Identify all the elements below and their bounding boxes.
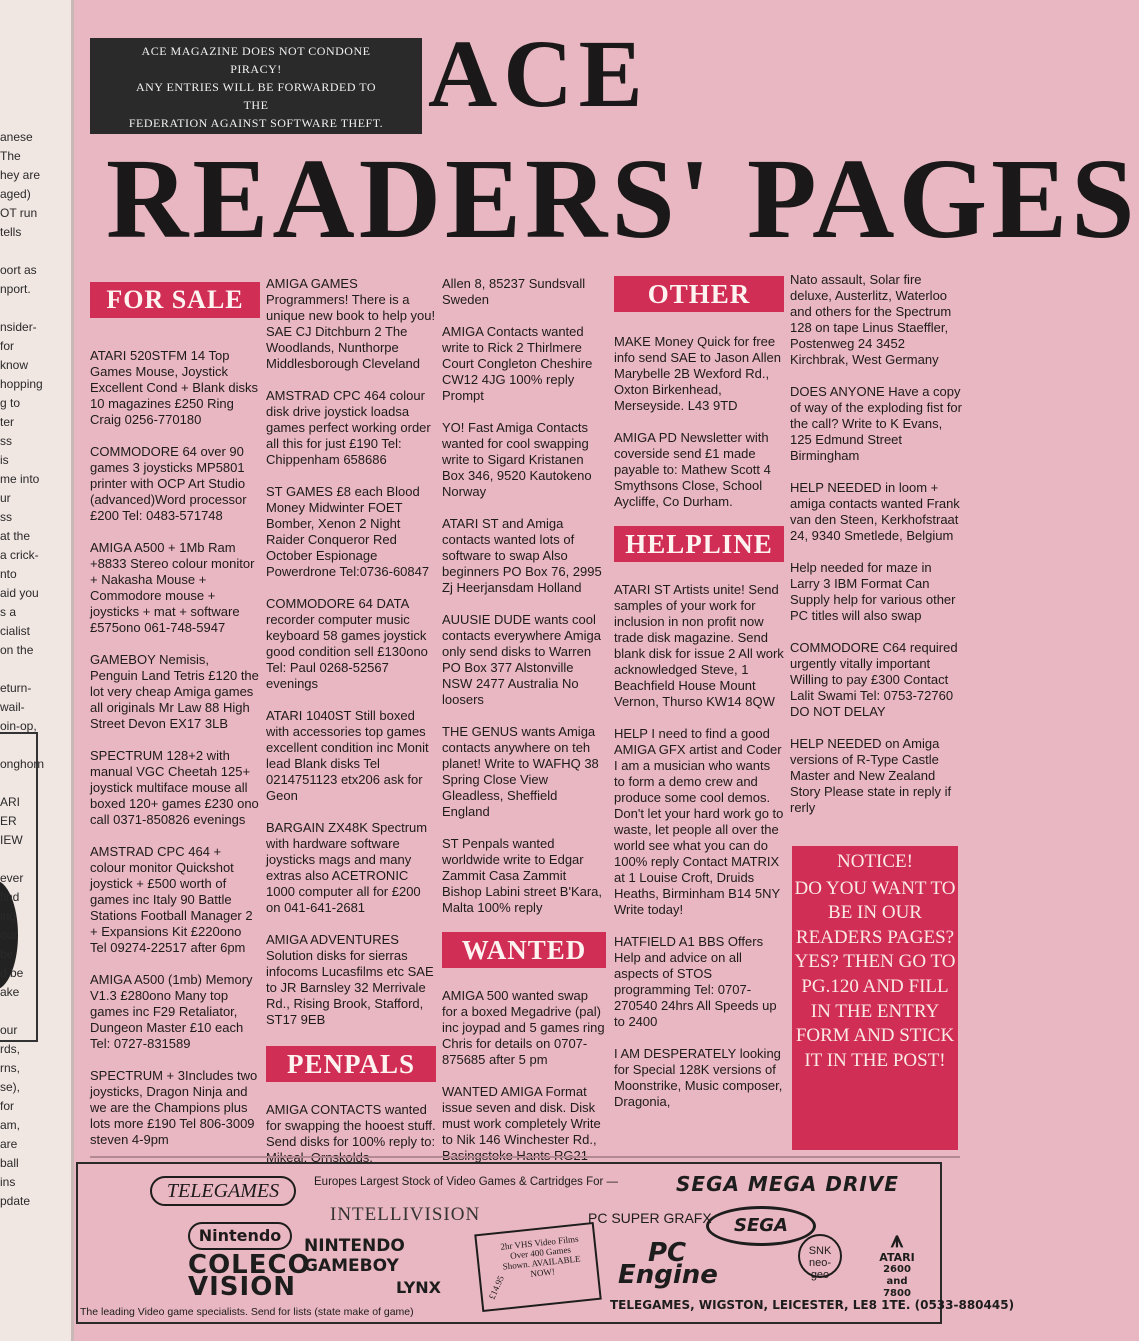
pc-engine-word: Engine [618, 1260, 718, 1290]
pc-engine-logo [618, 1238, 718, 1290]
previous-page-fragment: anese [0, 130, 33, 144]
previous-page-fragment: ball [0, 1156, 19, 1170]
classified-ad: ST GAMES £8 each Blood Money Midwinter FOET Bomber, Xenon 2 Night Raider Conqueror Red October Espionage Powerdrone Tel:0736-60847 [266, 484, 430, 579]
previous-page-fragment: at the [0, 529, 31, 543]
classified-ad: Nato assault, Solar fire deluxe, Austerlitz, Waterloo and others for the Spectrum 128 on tape Linus Staeffler, Postenweg 24 3452 Kirchbrak, West Germany [790, 272, 952, 367]
intellivision-logo: INTELLIVISION [330, 1204, 481, 1225]
classified-ad: ATARI ST Artists unite! Send samples of your work for inclusion in non profit now trade disk magazine. Send blank disk for issue 2 All work acknowledged Steve, 1 Beachfield House Mount Vernon, Thurso KW14 8QW [614, 582, 784, 709]
classified-ad: AUUSIE DUDE wants cool contacts everywhere Amiga only send disks to Warren PO Box 377 Alstonville NSW 2477 Australia No loosers [442, 612, 601, 707]
piracy-notice-line: FEDERATION AGAINST SOFTWARE THEFT. [128, 116, 384, 130]
previous-page-fragment: for [0, 339, 15, 353]
classified-ad: WANTED AMIGA Format issue seven and disk. Disk must work completely Write to Nik 146 Winchester Rd., [442, 1084, 601, 1147]
atari-fuji-icon: ⩚ [890, 1228, 904, 1253]
previous-page-edge [0, 0, 74, 1341]
advert-tagline: Europes Largest Stock of Video Games & Cartridges For — [314, 1176, 619, 1188]
previous-page-fragment: nport. [0, 282, 31, 296]
page-divider [90, 1156, 960, 1158]
nintendo-word: NINTENDO [304, 1236, 405, 1256]
previous-page-fragment: ur [0, 491, 11, 505]
previous-page-fragment: oort as [0, 263, 37, 277]
sega-logo: SEGA [706, 1206, 816, 1246]
previous-page-fragment: our [0, 928, 18, 942]
previous-page-fragment: g to [0, 396, 21, 410]
previous-page-fragment: ever [0, 871, 24, 885]
ace-title: ACE [428, 20, 649, 127]
previous-page-fragment: ARI [0, 795, 21, 809]
pc-super-grafx-label: PC SUPER GRAFX [588, 1210, 712, 1226]
classified-ad: SPECTRUM 128+2 with manual VGC Cheetah 125+ joystick multiface mouse all boxed 120+ games £230 ono call 0371-850826 evenings [90, 748, 259, 827]
previous-page-fragment: IEW [0, 833, 23, 847]
nintendo-logo: Nintendo [188, 1222, 292, 1250]
vhs-offer-text: 2hr VHS Video Films Over 400 Games Shown. AVAILABLE NOW! [499, 1233, 581, 1279]
piracy-notice-line: ACE MAGAZINE DOES NOT CONDONE [141, 44, 371, 58]
readers-pages [76, 0, 1139, 1341]
coleco-word: COLECO [188, 1250, 311, 1280]
classified-ad: AMIGA ADVENTURES Solution disks for sierras infocoms Lucasfilms etc SAE to JR Barnsley 32 Merrivale Rd., Rising Brook, Stafford, ST17 9EB [266, 932, 434, 1027]
classified-ad: ATARI 1040ST Still boxed with accessories top games excellent condition inc Monit lead Blank disks Tel 0214751123 etx206 ask for Geon [266, 708, 429, 803]
previous-page-fragment: The [0, 149, 21, 163]
previous-page-fragment: hey are [0, 168, 41, 182]
classified-ad: HELP NEEDED on Amiga versions of R-Type Castle Master and New Zealand Story Please state in reply if rerly [790, 736, 952, 815]
penpals-heading: PENPALS [266, 1046, 436, 1082]
lynx-label: LYNX [396, 1278, 442, 1297]
previous-page-fragment: OT run [0, 206, 38, 220]
classified-ad: HELP I need to find a good AMIGA GFX artist and Coder I am a musician who wants to form a demo crew and produce some cool demos. Don't let your hard work go to waste, let people all over the world see what you can do 100% reply Contact MATRIX at 1 Louise Croft, Druids Heaths, Birminham B14 5NY Write today! [614, 726, 784, 917]
piracy-notice-line: ANY ENTRIES WILL BE FORWARDED TO [135, 80, 377, 94]
pc-engine-pc: PC [648, 1238, 687, 1268]
previous-page-fragment: ake [0, 985, 20, 999]
vhs-offer-badge [474, 1222, 601, 1312]
previous-page-fragment: eturn- [0, 681, 32, 695]
advert-footer-left: The leading Video game specialists. Send for lists (state make of game) [80, 1306, 414, 1318]
advert-footer-right: TELEGAMES, WIGSTON, LEICESTER, LE8 1TE. (0533-880445) [610, 1298, 1015, 1312]
classified-ad: AMSTRAD CPC 464 colour disk drive joystick loadsa games perfect working order all this for just £190 Tel: Chippenham 658686 [266, 388, 431, 467]
classified-ad: AMIGA Contacts wanted write to Rick 2 Thirlmere Court Congleton Cheshire CW12 4JG 100% reply Prompt [442, 324, 593, 403]
previous-page-fragment: ER [0, 814, 17, 828]
helpline-heading: HELPLINE [614, 526, 784, 562]
classified-ad: AMIGA GAMES Programmers! There is a unique new book to help you! SAE CJ Ditchburn 2 The Woodlands, Nunthorpe Middlesborough Cleveland [266, 276, 436, 371]
gameboy-word: GAMEBOY [304, 1256, 399, 1276]
telegames-advert [76, 1162, 1015, 1324]
previous-page-fragment: s a [0, 605, 17, 619]
previous-page-fragment: for [0, 1099, 15, 1113]
previous-page-fragment: is [0, 453, 9, 467]
previous-page-fragment: am, [0, 1118, 21, 1132]
previous-page-fragment: pdate [0, 1194, 31, 1208]
vision-word: VISION [188, 1272, 297, 1302]
classified-ad: COMMODORE 64 over 90 games 3 joysticks MP5801 printer with OCP Art Studio (advanced)Word processor £200 Tel: 0483-571748 [90, 444, 247, 523]
snk-neo-geo-logo [798, 1234, 842, 1281]
atari-logo [872, 1228, 922, 1300]
classified-ad: THE GENUS wants Amiga contacts anywhere on teh planet! Write to WAFHQ 38 Spring Close View Gleadless, Sheffield England [442, 724, 599, 819]
previous-page-fragment: rns, [0, 1061, 21, 1075]
classified-ad: AMIGA A500 (1mb) Memory V1.3 £280ono Many top games inc F29 Retaliator, Dungeon Master £10 each Tel: 0727-831589 [90, 972, 253, 1051]
classified-ad: AMSTRAD CPC 464 + colour monitor Quickshot joystick + £500 worth of games inc Italy 90 Battle Stations Football Manager 2 + Expansions Kit £220ono Tel 09274-22517 after 6pm [90, 844, 253, 955]
vhs-price: £14.95 [486, 1274, 506, 1301]
classified-ad: DOES ANYONE Have a copy of way of the exploding fist for the call? Write to K Evans, 125 Edmund Street Birmingham [790, 384, 962, 463]
classified-ad: YO! Fast Amiga Contacts wanted for cool swapping write to Sigard Kristanen Box 346, 9520 Kautokeno Norway [442, 420, 592, 499]
classified-ad: ATARI ST and Amiga contacts wanted lots of software to swap Also beginners PO Box 76, 2995 Zj Heerjansdam Holland [442, 516, 602, 595]
readers-pages-title: READERS' PAGES [106, 135, 1139, 262]
previous-page-fragment: our [0, 1023, 18, 1037]
column-2 [266, 276, 436, 1182]
column-4 [614, 276, 784, 1126]
other-heading: OTHER [614, 276, 784, 312]
column-3 [442, 276, 606, 1196]
previous-page-fragment: se), [0, 1080, 21, 1094]
neo-geo-word: neo-geo [808, 1257, 832, 1281]
atari-models: 2600 and 7800 [883, 1264, 911, 1299]
classified-ad: AMIGA CONTACTS wanted for swapping the hooest stuff. Send disks for 100% reply to: [266, 1102, 436, 1149]
piracy-notice [90, 38, 422, 134]
piracy-notice-line: THE [243, 98, 269, 112]
wanted-heading: WANTED [442, 932, 606, 968]
previous-page-fragment: a crick- [0, 548, 39, 562]
previous-page-fragment: wail- [0, 700, 25, 714]
classified-ad: GAMEBOY Nemisis, Penguin Land Tetris £120 the lot very cheap Amiga games all originals Mr Law 88 High Street Devon EX17 3LB [90, 652, 259, 731]
entry-notice-panel [792, 846, 958, 1150]
previous-page-fragment: d be [0, 966, 24, 980]
for-sale-heading: FOR SALE [90, 282, 260, 318]
column-5 [790, 272, 962, 832]
previous-page-fragment: know [0, 358, 29, 372]
classified-ad: COMMODORE C64 required urgently vitally important Willing to pay £300 Contact Lalit Swami Tel: 0753-72760 DO NOT DELAY [790, 640, 958, 719]
previous-page-fragment: aged) [0, 187, 31, 201]
classified-ad: ATARI 520STFM 14 Top Games Mouse, Joystick Excellent Cond + Blank disks 10 magazines £250 Ring Craig 0256-770180 [90, 348, 259, 427]
previous-page-fragment: aid you [0, 586, 39, 600]
previous-page-fragment: ter [0, 415, 15, 429]
previous-page-fragment: ss [0, 434, 12, 448]
previous-page-fragment: nsider- [0, 320, 37, 334]
previous-page-fragment: be [0, 947, 14, 961]
classified-ad: AMIGA PD Newsletter with coverside send £1 made payable to: Mathew Scott 4 Smythsons Close, School Aycliffe, Co Durham. [614, 430, 771, 509]
classified-ad: SPECTRUM + 3Includes two joysticks, Dragon Ninja and we are the Champions plus lots more £190 Tel 806-3009 steven 4-9pm [90, 1068, 258, 1147]
notice-heading: NOTICE! [837, 851, 913, 872]
classified-ad: ST Penpals wanted worldwide write to Edgar Zammit Casa Zammit Bishop Labini street B'Kara, Malta 100% reply [442, 836, 603, 915]
piracy-notice-line: PIRACY! [230, 62, 282, 76]
previous-page-fragment: nto [0, 567, 17, 581]
column-1 [90, 282, 260, 1164]
notice-body: DO YOU WANT TO BE IN OUR READERS PAGES? YES? THEN GO TO PG.120 AND FILL IN THE ENTRY FORM AND STICK IT IN THE POST! [794, 877, 956, 1071]
atari-word: ATARI [879, 1251, 915, 1264]
previous-page-fragment: ins [0, 1175, 16, 1189]
previous-page-fragment: ing [0, 909, 17, 923]
coleco-logo [188, 1250, 311, 1302]
previous-page-fragment: oin-op, [0, 719, 37, 733]
telegames-logo: TELEGAMES [150, 1176, 296, 1206]
previous-page-fragment: cialist [0, 624, 31, 638]
previous-page-fragment: rds, [0, 1042, 21, 1056]
previous-page-fragment: onghorn [0, 757, 45, 771]
sega-mega-drive-logo: SEGA MEGA DRIVE [676, 1172, 899, 1196]
classified-ad: I AM DESPERATELY looking for Special 128K versions of Moonstrike, Music composer, Dragonia, [614, 1046, 783, 1109]
classified-ad: HATFIELD A1 BBS Offers Help and advice on all aspects of STOS programming Tel: 0707-270540 24hrs All Speeds up to 2400 [614, 934, 777, 1029]
previous-page-fragment: find [0, 890, 20, 904]
previous-page-fragment: hopping [0, 377, 43, 391]
nintendo-gameboy-label [304, 1236, 405, 1276]
snk-word: SNK [808, 1245, 832, 1257]
previous-page-fragment: are [0, 1137, 18, 1151]
classified-ad: AMIGA A500 + 1Mb Ram +8833 Stereo colour monitor + Nakasha Mouse + Commodore mouse + joysticks + mat + software £575ono 061-748-5947 [90, 540, 255, 635]
previous-page-fragment: tells [0, 225, 22, 239]
classified-ad: Help needed for maze in Larry 3 IBM Format Can Supply help for various other PC titles will also swap [790, 560, 956, 623]
classified-ad: COMMODORE 64 DATA recorder computer music keyboard 58 games joystick good condition sell £130ono Tel: Paul 0268-52567 evenings [266, 596, 428, 691]
classified-ad: Allen 8, 85237 Sundsvall Sweden [442, 276, 586, 307]
classified-ad: BARGAIN ZX48K Spectrum with hardware software joysticks mags and many extras also ACETRONIC 1000 computer all for £200 on 041-641-2681 [266, 820, 428, 915]
classified-ad: HELP NEEDED in loom + amiga contacts wanted Frank van den Steen, Kerkhofstraat 24, 9340 Smetlede, Belgium [790, 480, 960, 543]
previous-page-fragment: ss [0, 510, 12, 524]
previous-page-fragment: me into [0, 472, 40, 486]
previous-page-fragment: on the [0, 643, 34, 657]
classified-ad: AMIGA 500 wanted swap for a boxed Megadrive (pal) inc joypad and 5 games ring Chris for details on 0707-875685 after 5 pm [442, 988, 605, 1067]
classified-ad: MAKE Money Quick for free info send SAE to Jason Allen Marybelle 2B Wexford Rd., Oxton Birkenhead, Merseyside. L43 9TD [614, 334, 781, 413]
